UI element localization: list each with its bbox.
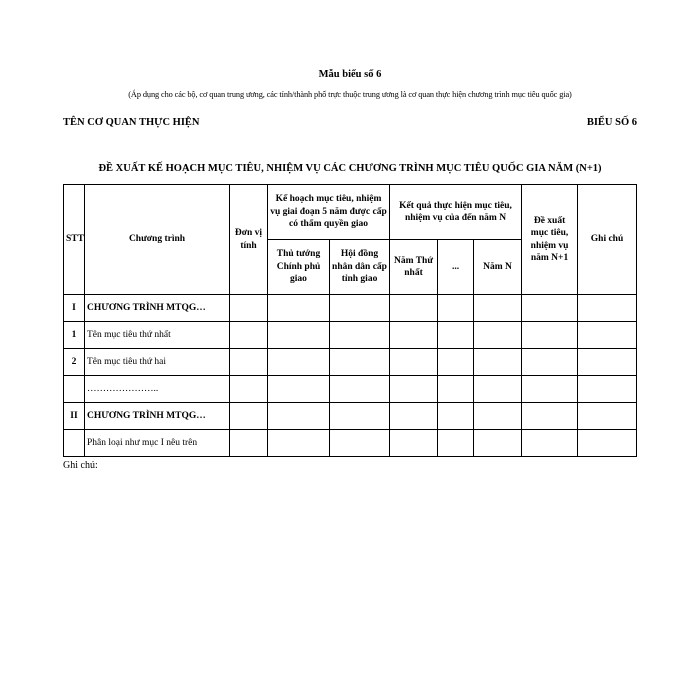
cell-ellipsis bbox=[438, 295, 474, 322]
cell-unit bbox=[230, 295, 268, 322]
cell-note bbox=[578, 430, 637, 457]
cell-year1 bbox=[390, 430, 438, 457]
cell-ellipsis bbox=[438, 322, 474, 349]
cell-unit bbox=[230, 376, 268, 403]
cell-yearn bbox=[474, 430, 522, 457]
cell-ellipsis bbox=[438, 403, 474, 430]
cell-note bbox=[578, 322, 637, 349]
header-proposal: Đề xuất mục tiêu, nhiệm vụ năm N+1 bbox=[522, 185, 578, 295]
header-five-year-plan: Kế hoạch mục tiêu, nhiệm vụ giai đoạn 5 năm được cấp có thẩm quyền giao bbox=[268, 185, 390, 240]
cell-council bbox=[330, 376, 390, 403]
cell-council bbox=[330, 349, 390, 376]
header-note: Ghi chú bbox=[578, 185, 637, 295]
cell-unit bbox=[230, 349, 268, 376]
cell-proposal bbox=[522, 403, 578, 430]
row-stt bbox=[64, 376, 85, 403]
row-label: ………………….. bbox=[85, 376, 230, 403]
table-row bbox=[64, 322, 637, 349]
footer-note-label: Ghi chú: bbox=[63, 460, 98, 471]
cell-pm bbox=[268, 295, 330, 322]
cell-yearn bbox=[474, 376, 522, 403]
document-title: ĐỀ XUẤT KẾ HOẠCH MỤC TIÊU, NHIỆM VỤ CÁC CHƯƠNG TRÌNH MỤC TIÊU QUỐC GIA NĂM (N+1) bbox=[98, 163, 602, 174]
header-year-first: Năm Thứ nhất bbox=[390, 240, 438, 295]
header-stt: STT bbox=[64, 185, 85, 295]
header-year-n: Năm N bbox=[474, 240, 522, 295]
header-program: Chương trình bbox=[85, 185, 230, 295]
cell-year1 bbox=[390, 295, 438, 322]
cell-council bbox=[330, 403, 390, 430]
cell-year1 bbox=[390, 403, 438, 430]
cell-note bbox=[578, 349, 637, 376]
table-row bbox=[64, 295, 637, 322]
cell-note bbox=[578, 403, 637, 430]
header-unit: Đơn vị tính bbox=[230, 185, 268, 295]
form-code: BIỂU SỐ 6 bbox=[586, 117, 637, 128]
cell-note bbox=[578, 295, 637, 322]
cell-yearn bbox=[474, 349, 522, 376]
header-provincial-council: Hội đồng nhân dân cấp tỉnh giao bbox=[330, 240, 390, 295]
cell-year1 bbox=[390, 349, 438, 376]
row-label: CHƯƠNG TRÌNH MTQG… bbox=[85, 295, 230, 322]
cell-ellipsis bbox=[438, 376, 474, 403]
cell-unit bbox=[230, 430, 268, 457]
cell-note bbox=[578, 376, 637, 403]
cell-ellipsis bbox=[438, 430, 474, 457]
table-row bbox=[64, 403, 637, 430]
row-stt: II bbox=[64, 403, 85, 430]
cell-pm bbox=[268, 349, 330, 376]
applies-to-note: (Áp dụng cho các bộ, cơ quan trung ương, các tỉnh/thành phố trực thuộc trung ương là cơ quan thực hiện chương trình mục tiêu quốc gia) bbox=[128, 90, 572, 99]
row-label: Phân loại như mục I nêu trên bbox=[85, 430, 230, 457]
cell-proposal bbox=[522, 376, 578, 403]
header-prime-minister: Thủ tướng Chính phủ giao bbox=[268, 240, 330, 295]
cell-yearn bbox=[474, 322, 522, 349]
cell-proposal bbox=[522, 322, 578, 349]
table-row bbox=[64, 349, 637, 376]
cell-proposal bbox=[522, 430, 578, 457]
header-ellipsis: ... bbox=[438, 240, 474, 295]
cell-pm bbox=[268, 403, 330, 430]
cell-year1 bbox=[390, 322, 438, 349]
cell-proposal bbox=[522, 349, 578, 376]
cell-pm bbox=[268, 430, 330, 457]
agency-name: TÊN CƠ QUAN THỰC HIỆN bbox=[63, 117, 200, 128]
cell-council bbox=[330, 322, 390, 349]
header-results: Kết quả thực hiện mục tiêu, nhiệm vụ của đến năm N bbox=[390, 185, 522, 240]
cell-pm bbox=[268, 376, 330, 403]
cell-year1 bbox=[390, 376, 438, 403]
cell-proposal bbox=[522, 295, 578, 322]
cell-yearn bbox=[474, 295, 522, 322]
row-label: Tên mục tiêu thứ nhất bbox=[85, 322, 230, 349]
cell-unit bbox=[230, 322, 268, 349]
cell-yearn bbox=[474, 403, 522, 430]
form-number: Mẫu biểu số 6 bbox=[318, 69, 382, 80]
plan-table bbox=[63, 184, 637, 457]
cell-council bbox=[330, 430, 390, 457]
table-row bbox=[64, 376, 637, 403]
cell-pm bbox=[268, 322, 330, 349]
row-stt: 2 bbox=[64, 349, 85, 376]
table-row bbox=[64, 430, 637, 457]
cell-unit bbox=[230, 403, 268, 430]
row-label: Tên mục tiêu thứ hai bbox=[85, 349, 230, 376]
row-label: CHƯƠNG TRÌNH MTQG… bbox=[85, 403, 230, 430]
row-stt: I bbox=[64, 295, 85, 322]
cell-ellipsis bbox=[438, 349, 474, 376]
row-stt: 1 bbox=[64, 322, 85, 349]
cell-council bbox=[330, 295, 390, 322]
row-stt bbox=[64, 430, 85, 457]
